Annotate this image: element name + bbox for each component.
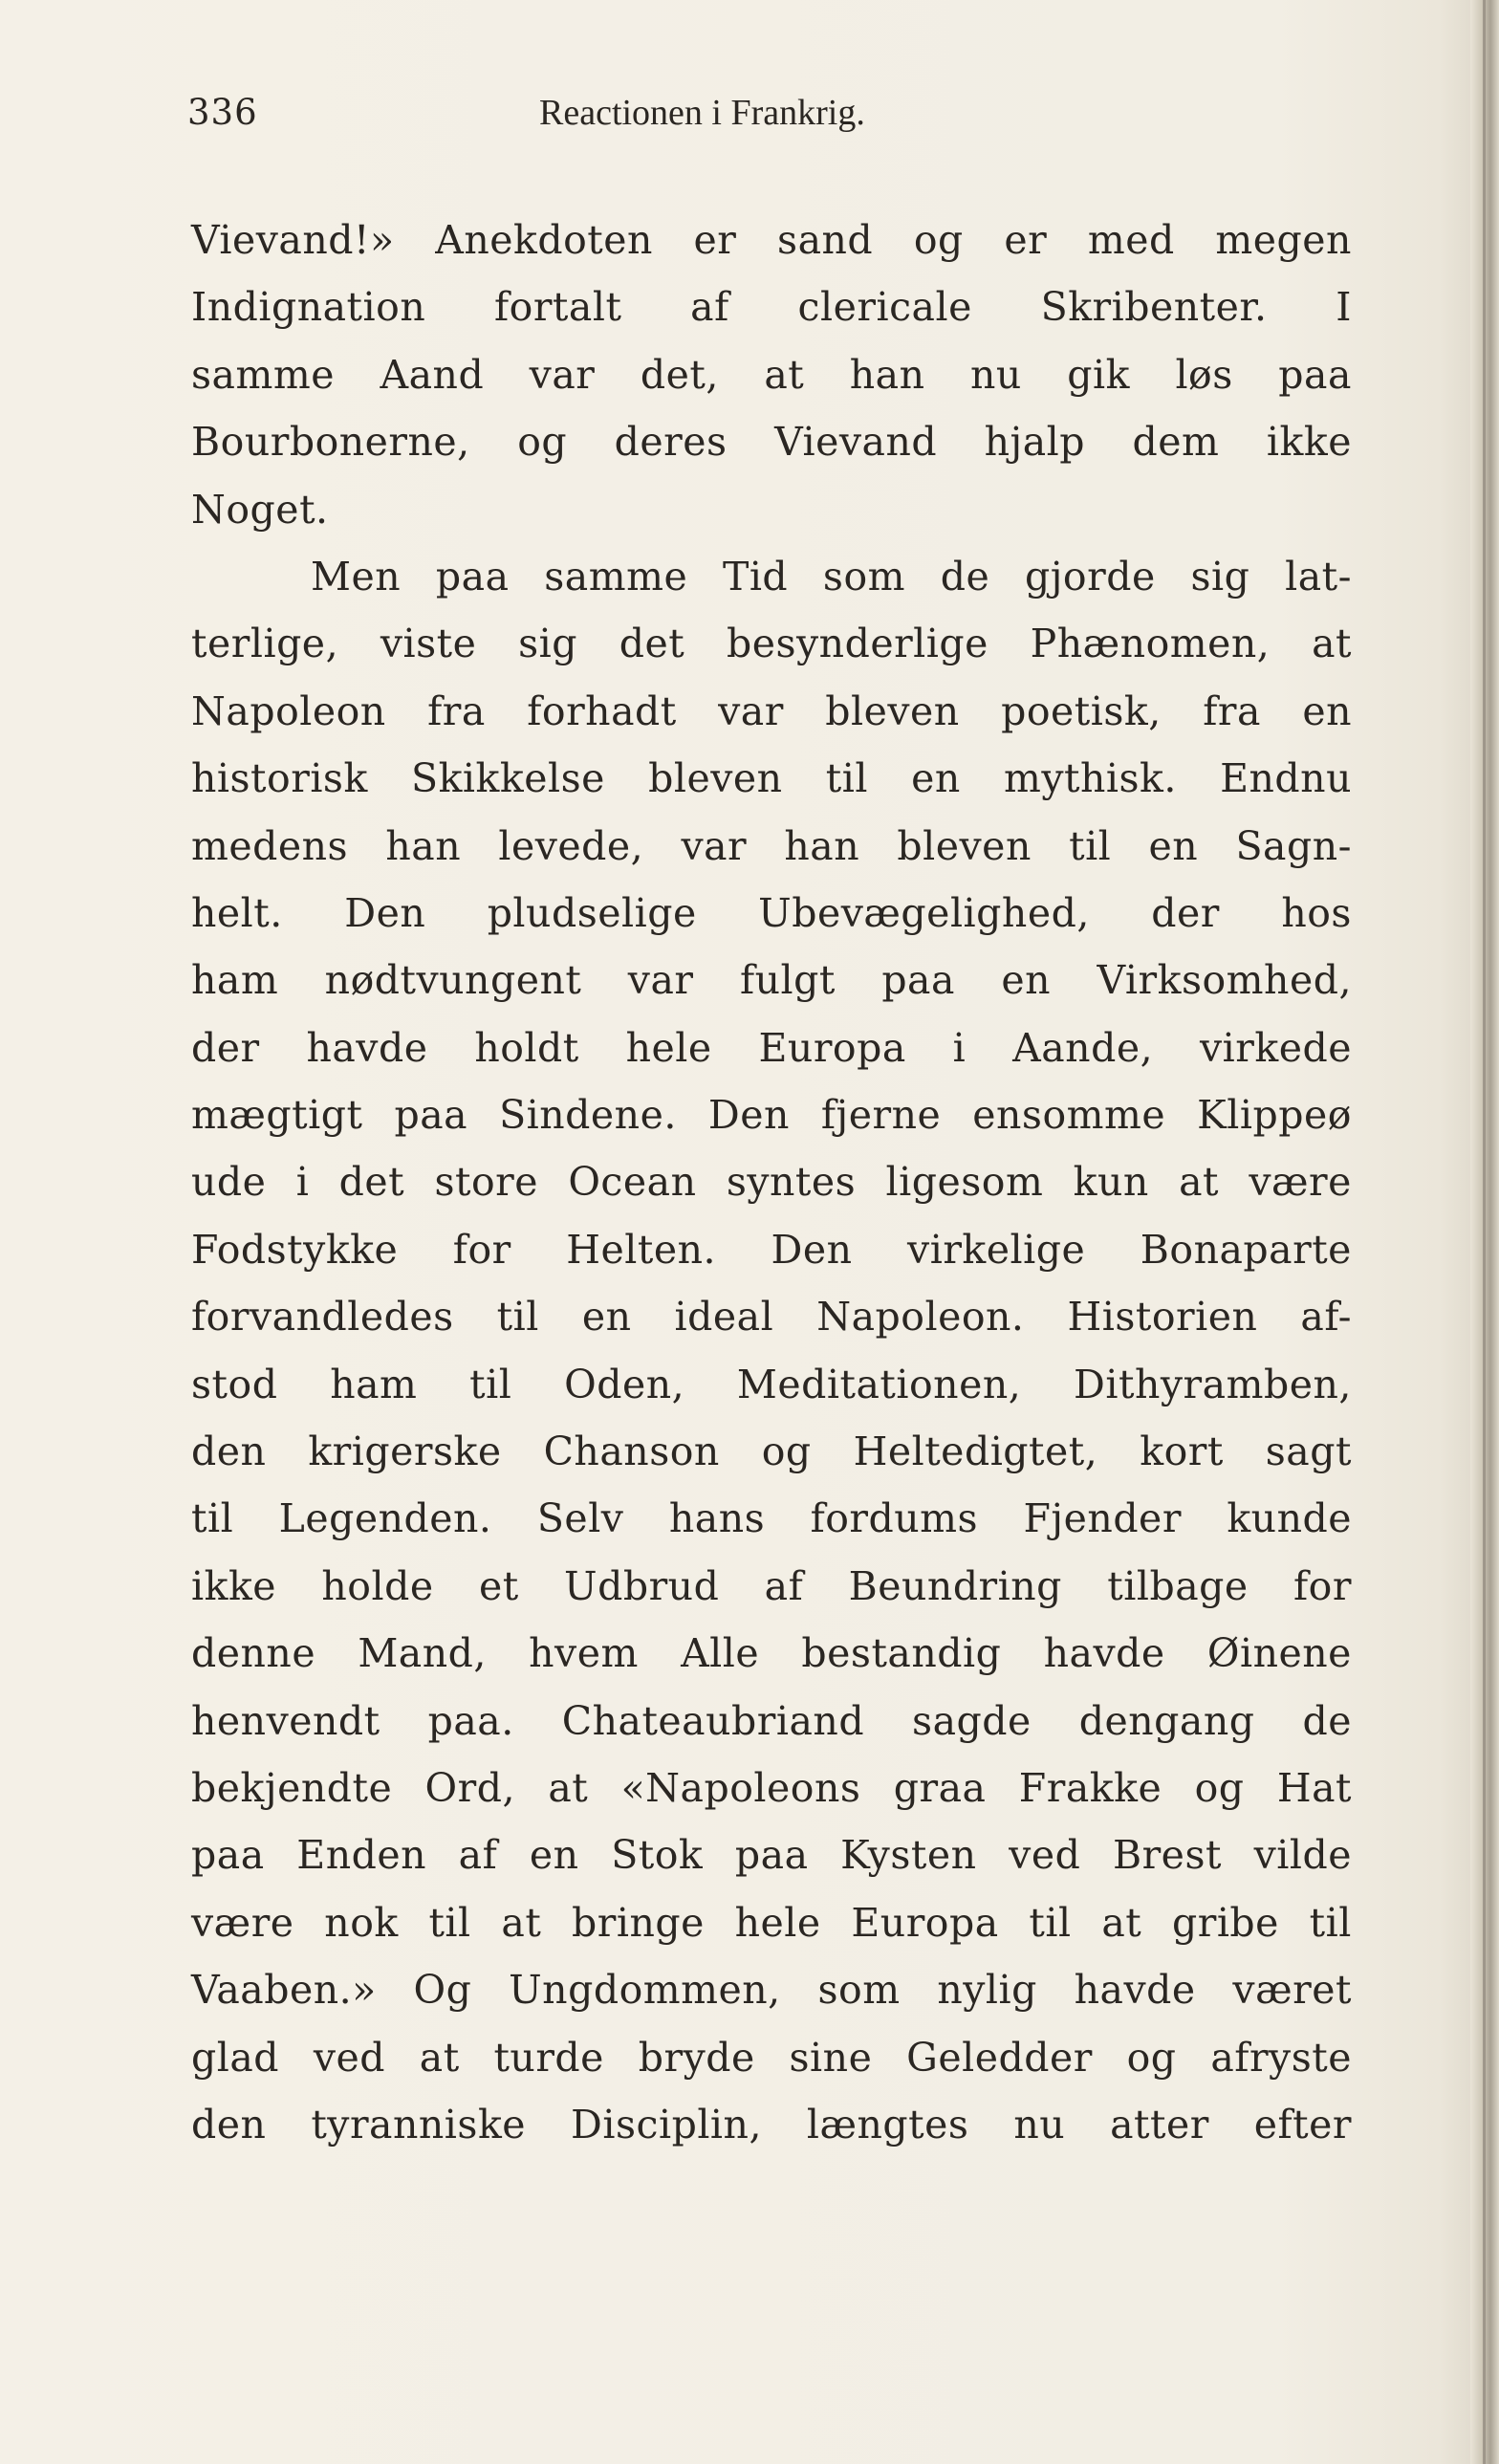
text-line	[191, 543, 1352, 610]
word: ved	[1009, 1832, 1081, 1879]
word: krigerske	[308, 1428, 502, 1475]
word: fortalt	[493, 284, 622, 331]
word: hans	[668, 1495, 766, 1542]
word: Anekdoten	[435, 217, 653, 263]
word: efter	[1253, 2101, 1352, 2148]
word: en	[581, 1294, 632, 1341]
word: for	[452, 1226, 511, 1273]
word: hjalp	[984, 419, 1086, 466]
text-line	[191, 273, 1352, 340]
word: de	[1302, 1697, 1352, 1744]
word: megen	[1215, 217, 1352, 263]
word: til	[1309, 1899, 1352, 1946]
word: i	[295, 1159, 310, 1206]
word: Historien	[1067, 1294, 1258, 1341]
text-line	[191, 678, 1352, 745]
word: gribe	[1171, 1899, 1279, 1946]
word: Skribenter.	[1040, 284, 1268, 331]
word: Endnu	[1220, 755, 1352, 802]
word: Men	[311, 553, 402, 600]
word: Chateaubriand	[561, 1697, 865, 1744]
text-line	[191, 1418, 1352, 1485]
word: havde	[306, 1024, 428, 1071]
word: virkede	[1199, 1024, 1352, 1071]
word: Ocean	[568, 1159, 697, 1206]
word: han	[849, 351, 925, 398]
word: Ubevægelighed,	[758, 889, 1090, 936]
word: Øinene	[1206, 1630, 1352, 1677]
word: Og	[413, 1967, 472, 2014]
text-line	[191, 947, 1352, 1014]
word: gik	[1067, 351, 1130, 398]
text-line	[191, 813, 1352, 880]
word: en	[1001, 957, 1052, 1004]
text-line	[191, 1283, 1352, 1350]
text-line	[191, 610, 1352, 677]
word: til	[825, 755, 868, 802]
word: der	[1151, 889, 1220, 936]
word: lat-	[1285, 553, 1352, 600]
word: bleven	[897, 822, 1032, 869]
word: henvendt	[191, 1697, 380, 1744]
word: syntes	[726, 1159, 857, 1206]
text-line	[191, 341, 1352, 408]
word: kun	[1073, 1159, 1149, 1206]
word: glad	[191, 2034, 280, 2081]
word: Phænomen,	[1030, 621, 1271, 667]
word: var	[529, 351, 596, 398]
word: paa.	[427, 1697, 514, 1744]
word: Virksomhed,	[1097, 957, 1352, 1004]
word: bryde	[638, 2034, 755, 2081]
word: Geledder	[906, 2034, 1093, 2081]
word: terlige,	[191, 621, 339, 667]
word: ikke	[1266, 419, 1352, 466]
text-line	[191, 880, 1352, 947]
word: af-	[1300, 1294, 1352, 1341]
word: og	[1126, 2034, 1177, 2081]
page-binding-line	[1483, 0, 1486, 2464]
word: at	[764, 351, 805, 398]
word: tyranniske	[311, 2101, 527, 2148]
text-line	[191, 2024, 1352, 2091]
word: Klippeø	[1197, 1092, 1352, 1139]
word: er	[693, 217, 737, 263]
word: var	[681, 822, 748, 869]
word: fra	[427, 687, 486, 734]
word: store	[434, 1159, 539, 1206]
word: paa	[191, 1832, 265, 1879]
word: denne	[191, 1630, 316, 1677]
text-line	[191, 1485, 1352, 1552]
word: sig	[518, 621, 578, 667]
word: tilbage	[1107, 1562, 1249, 1609]
word: ikke	[191, 1562, 277, 1609]
word: og	[1194, 1764, 1245, 1811]
word: gjorde	[1024, 553, 1156, 600]
word: Beundring	[848, 1562, 1062, 1609]
word: Meditationen,	[736, 1361, 1022, 1407]
page-header	[187, 92, 1363, 149]
word: Oden,	[564, 1361, 685, 1407]
word: Aand	[380, 351, 485, 398]
page-number: 336	[187, 92, 258, 133]
word: mythisk.	[1003, 755, 1177, 802]
word: Kysten	[840, 1832, 977, 1879]
word: fulgt	[739, 957, 836, 1004]
text-line	[191, 2091, 1352, 2158]
text-line	[191, 1688, 1352, 1755]
word: afryste	[1210, 2034, 1352, 2081]
word: han	[784, 822, 860, 869]
word: han	[385, 822, 462, 869]
text-line	[191, 1620, 1352, 1687]
text-line	[191, 1081, 1352, 1148]
word: hos	[1281, 889, 1352, 936]
word: viste	[380, 621, 477, 667]
word: den	[191, 2101, 267, 2148]
word: samme	[544, 553, 688, 600]
word: var	[627, 957, 694, 1004]
word: Fjender	[1023, 1495, 1182, 1542]
word: forhadt	[527, 687, 677, 734]
word: Vaaben.»	[191, 1967, 377, 2014]
word: Dithyramben,	[1074, 1361, 1352, 1407]
word: fordums	[810, 1495, 979, 1542]
word: til	[428, 1899, 471, 1946]
text-line	[191, 1216, 1352, 1283]
word: det	[619, 621, 685, 667]
word: Mand,	[358, 1630, 487, 1677]
word: sand	[777, 217, 874, 263]
word: bekjendte	[191, 1764, 393, 1811]
text-line	[191, 476, 1352, 543]
word: kort	[1140, 1428, 1224, 1475]
word: graa	[893, 1764, 987, 1811]
word: sagt	[1265, 1428, 1352, 1475]
word: medens	[191, 822, 349, 869]
word: Selv	[536, 1495, 624, 1542]
word: historisk	[191, 755, 368, 802]
word: Alle	[681, 1630, 760, 1677]
word: en	[911, 755, 961, 802]
word: fra	[1203, 687, 1261, 734]
word: paa	[435, 553, 510, 600]
word: nødtvungent	[324, 957, 582, 1004]
word: Indignation	[191, 284, 426, 331]
text-line	[191, 745, 1352, 812]
word: ved	[313, 2034, 385, 2081]
word: Udbrud	[564, 1562, 720, 1609]
word: samme	[191, 351, 336, 398]
word: med	[1087, 217, 1175, 263]
word: clericale	[797, 284, 972, 331]
word: besynderlige	[726, 621, 988, 667]
word: nylig	[937, 1967, 1037, 2014]
word: Europa	[758, 1024, 906, 1071]
word: paa	[394, 1092, 468, 1139]
word: «Napoleons	[620, 1764, 861, 1811]
word: dengang	[1078, 1697, 1255, 1744]
word: helt.	[191, 889, 283, 936]
word: var	[718, 687, 784, 734]
word: turde	[493, 2034, 604, 2081]
word: Skikkelse	[411, 755, 605, 802]
word: Chanson	[543, 1428, 720, 1475]
word: fjerne	[820, 1092, 942, 1139]
word: poetisk,	[1001, 687, 1162, 734]
word: paa	[1278, 351, 1352, 398]
word: af	[690, 284, 729, 331]
text-line	[191, 1351, 1352, 1418]
word: at	[1179, 1159, 1220, 1206]
word: Noget.	[191, 486, 329, 533]
word: Aande,	[1012, 1024, 1154, 1071]
word: til	[1069, 822, 1112, 869]
word: at	[1101, 1899, 1142, 1946]
word: Bourbonerne,	[191, 419, 470, 466]
word: Brest	[1112, 1832, 1222, 1879]
word: Ungdommen,	[509, 1967, 781, 2014]
word: stod	[191, 1361, 278, 1407]
word: deres	[614, 419, 728, 466]
word: ensomme	[972, 1092, 1166, 1139]
word: i	[952, 1024, 967, 1071]
word: paa	[734, 1832, 809, 1879]
word: Legenden.	[278, 1495, 492, 1542]
word: vilde	[1253, 1832, 1352, 1879]
word: holdt	[474, 1024, 579, 1071]
word: Hat	[1276, 1764, 1352, 1811]
word: til	[469, 1361, 512, 1407]
word: for	[1293, 1562, 1352, 1609]
word: et	[478, 1562, 519, 1609]
word: en	[1302, 687, 1352, 734]
word: Disciplin,	[570, 2101, 762, 2148]
word: levede,	[498, 822, 644, 869]
word: at	[501, 1899, 542, 1946]
text-line	[191, 207, 1352, 273]
word: være	[1249, 1159, 1352, 1206]
word: pludselige	[487, 889, 697, 936]
word: virkelige	[907, 1226, 1086, 1273]
word: været	[1232, 1967, 1352, 2014]
word: Den	[771, 1226, 853, 1273]
word: Fodstykke	[191, 1226, 399, 1273]
word: af	[764, 1562, 804, 1609]
word: hele	[625, 1024, 712, 1071]
word: at	[548, 1764, 589, 1811]
word: løs	[1175, 351, 1233, 398]
word: Bonaparte	[1140, 1226, 1352, 1273]
word: Sagn-	[1235, 822, 1352, 869]
running-title: Reactionen i Frankrig.	[539, 93, 865, 133]
word: ham	[191, 957, 279, 1004]
word: den	[191, 1428, 267, 1475]
word: til	[1029, 1899, 1072, 1946]
word: paa	[881, 957, 955, 1004]
word: af	[458, 1832, 498, 1879]
text-line	[191, 408, 1352, 475]
word: holde	[321, 1562, 434, 1609]
word: længtes	[806, 2101, 969, 2148]
text-line	[191, 1956, 1352, 2023]
word: være	[191, 1899, 294, 1946]
word: Stok	[611, 1832, 704, 1879]
word: som	[817, 1967, 901, 2014]
text-line	[191, 1148, 1352, 1215]
word: og	[517, 419, 568, 466]
word: Heltedigtet,	[853, 1428, 1098, 1475]
word: Ord,	[424, 1764, 516, 1811]
word: Tid	[722, 553, 789, 600]
word: Frakke	[1018, 1764, 1162, 1811]
word: til	[191, 1495, 234, 1542]
word: dem	[1132, 419, 1220, 466]
word: havde	[1074, 1967, 1196, 2014]
word: ude	[191, 1159, 267, 1206]
word: hele	[734, 1899, 821, 1946]
word: som	[822, 553, 906, 600]
word: Napoleon.	[816, 1294, 1025, 1341]
word: er	[1004, 217, 1048, 263]
word: nok	[324, 1899, 399, 1946]
word: Europa	[851, 1899, 999, 1946]
word: havde	[1043, 1630, 1165, 1677]
word: Helten.	[566, 1226, 717, 1273]
word: nu	[969, 351, 1022, 398]
word: forvandledes	[191, 1294, 454, 1341]
word: en	[529, 1832, 579, 1879]
word: mægtigt	[191, 1092, 363, 1139]
word: og	[761, 1428, 812, 1475]
word: at	[419, 2034, 460, 2081]
word: de	[940, 553, 990, 600]
word: bestandig	[801, 1630, 1002, 1677]
word: hvem	[529, 1630, 639, 1677]
word: ham	[330, 1361, 418, 1407]
word: det,	[640, 351, 719, 398]
word: Sindene.	[499, 1092, 677, 1139]
word: Vievand	[774, 419, 938, 466]
word: der	[191, 1024, 260, 1071]
word: sagde	[912, 1697, 1032, 1744]
word: bleven	[648, 755, 783, 802]
word: en	[1148, 822, 1199, 869]
word: Napoleon	[191, 687, 386, 734]
word: Enden	[296, 1832, 427, 1879]
text-line	[191, 1014, 1352, 1081]
text-line	[191, 1889, 1352, 1956]
word: nu	[1013, 2101, 1066, 2148]
word: ideal	[674, 1294, 774, 1341]
word: I	[1336, 284, 1352, 331]
word: sine	[789, 2034, 873, 2081]
word: bleven	[825, 687, 960, 734]
word: atter	[1110, 2101, 1209, 2148]
word: at	[1312, 621, 1352, 667]
word: det	[338, 1159, 405, 1206]
text-line	[191, 1821, 1352, 1888]
word: bringe	[572, 1899, 705, 1946]
word: Den	[707, 1092, 790, 1139]
word: Den	[344, 889, 426, 936]
text-line	[191, 1755, 1352, 1821]
word: til	[496, 1294, 539, 1341]
word: Vievand!»	[191, 217, 395, 263]
word: og	[913, 217, 964, 263]
word: kunde	[1227, 1495, 1352, 1542]
body-text	[191, 207, 1352, 2158]
text-line	[191, 1553, 1352, 1620]
word: ligesom	[885, 1159, 1044, 1206]
word: sig	[1190, 553, 1250, 600]
